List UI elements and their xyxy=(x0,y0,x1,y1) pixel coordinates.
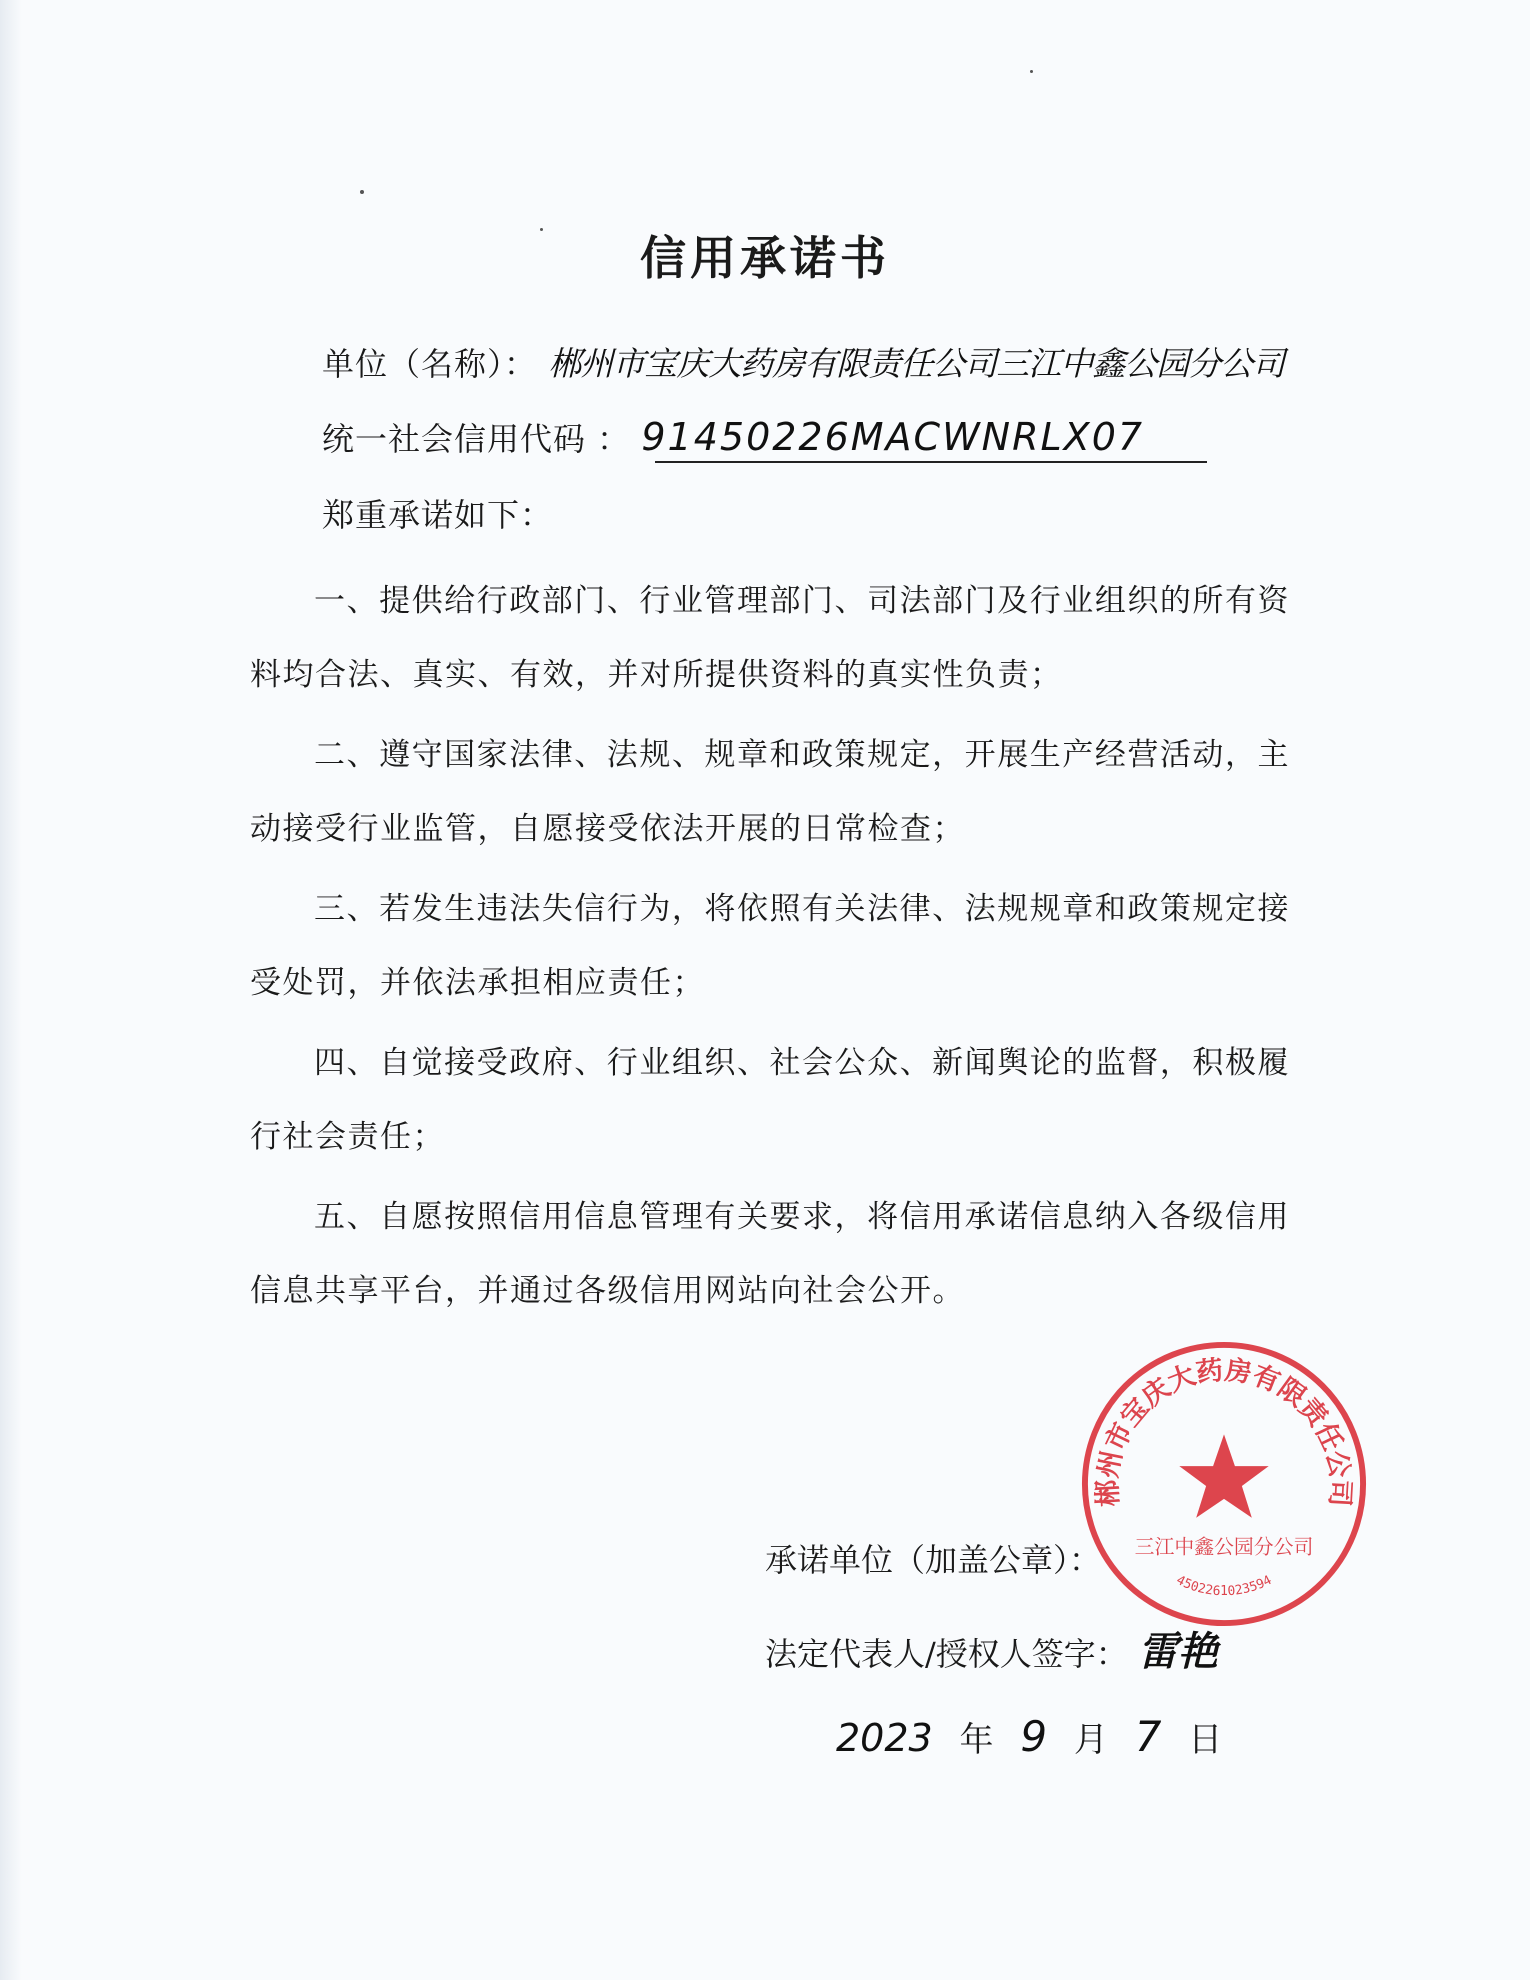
clause-4: 四、自觉接受政府、行业组织、社会公众、新闻舆论的监督，积极履行社会责任； xyxy=(250,1045,1290,1155)
handwritten-signature: 雷艳 xyxy=(1137,1629,1218,1675)
scan-speck xyxy=(360,190,364,194)
date-day-unit: 日 xyxy=(1188,1720,1223,1760)
unit-name-value: 郴州市宝庆大药房有限责任公司三江中鑫公园分公司 xyxy=(548,344,1285,383)
document-title: 信用承诺书 xyxy=(640,231,890,285)
credit-code-underline xyxy=(655,461,1207,463)
unit-name-row xyxy=(322,338,1284,385)
scan-edge-shadow xyxy=(0,0,22,1980)
unit-name-label: 单位（名称）： xyxy=(322,345,538,383)
date-month: 9 xyxy=(1020,1712,1048,1761)
clause-2: 二、遵守国家法律、法规、规章和政策规定，开展生产经营活动，主动接受行业监管，自愿接受依法开展的日常检查； xyxy=(250,737,1290,847)
intro-text: 郑重承诺如下： xyxy=(322,496,554,534)
company-seal xyxy=(1075,1335,1373,1633)
date-month-unit: 月 xyxy=(1073,1720,1108,1760)
credit-code-row xyxy=(322,414,1144,460)
seal-inner-text: 三江中鑫公园分公司 xyxy=(1134,1535,1314,1559)
credit-code-value: 91450226MACWNRLX07 xyxy=(641,415,1145,459)
seal-star-icon xyxy=(1179,1434,1268,1517)
date-year-unit: 年 xyxy=(959,1720,994,1760)
clause-5: 五、自愿按照信用信息管理有关要求，将信用承诺信息纳入各级信用信息共享平台，并通过各级信用网站向社会公开。 xyxy=(250,1199,1290,1309)
signing-date xyxy=(836,1712,1222,1761)
date-year: 2023 xyxy=(836,1716,933,1760)
seal-arc-text: 郴州市宝庆大药房有限责任公司 xyxy=(1092,1354,1356,1508)
scan-speck xyxy=(1030,70,1033,73)
seal-number: 4502261023594 xyxy=(1173,1572,1275,1600)
credit-code-label: 统一社会信用代码 ： xyxy=(322,420,631,458)
clause-1: 一、提供给行政部门、行业管理部门、司法部门及行业组织的所有资料均合法、真实、有效，并对所提供资料的真实性负责； xyxy=(250,583,1290,693)
sign-unit-label: 承诺单位（加盖公章）： xyxy=(765,1541,1102,1579)
clause-3: 三、若发生违法失信行为，将依照有关法律、法规规章和政策规定接受处罚，并依法承担相应责任； xyxy=(250,891,1290,1001)
sign-person-label: 法定代表人/授权人签字： xyxy=(765,1635,1128,1673)
date-day: 7 xyxy=(1134,1712,1162,1761)
